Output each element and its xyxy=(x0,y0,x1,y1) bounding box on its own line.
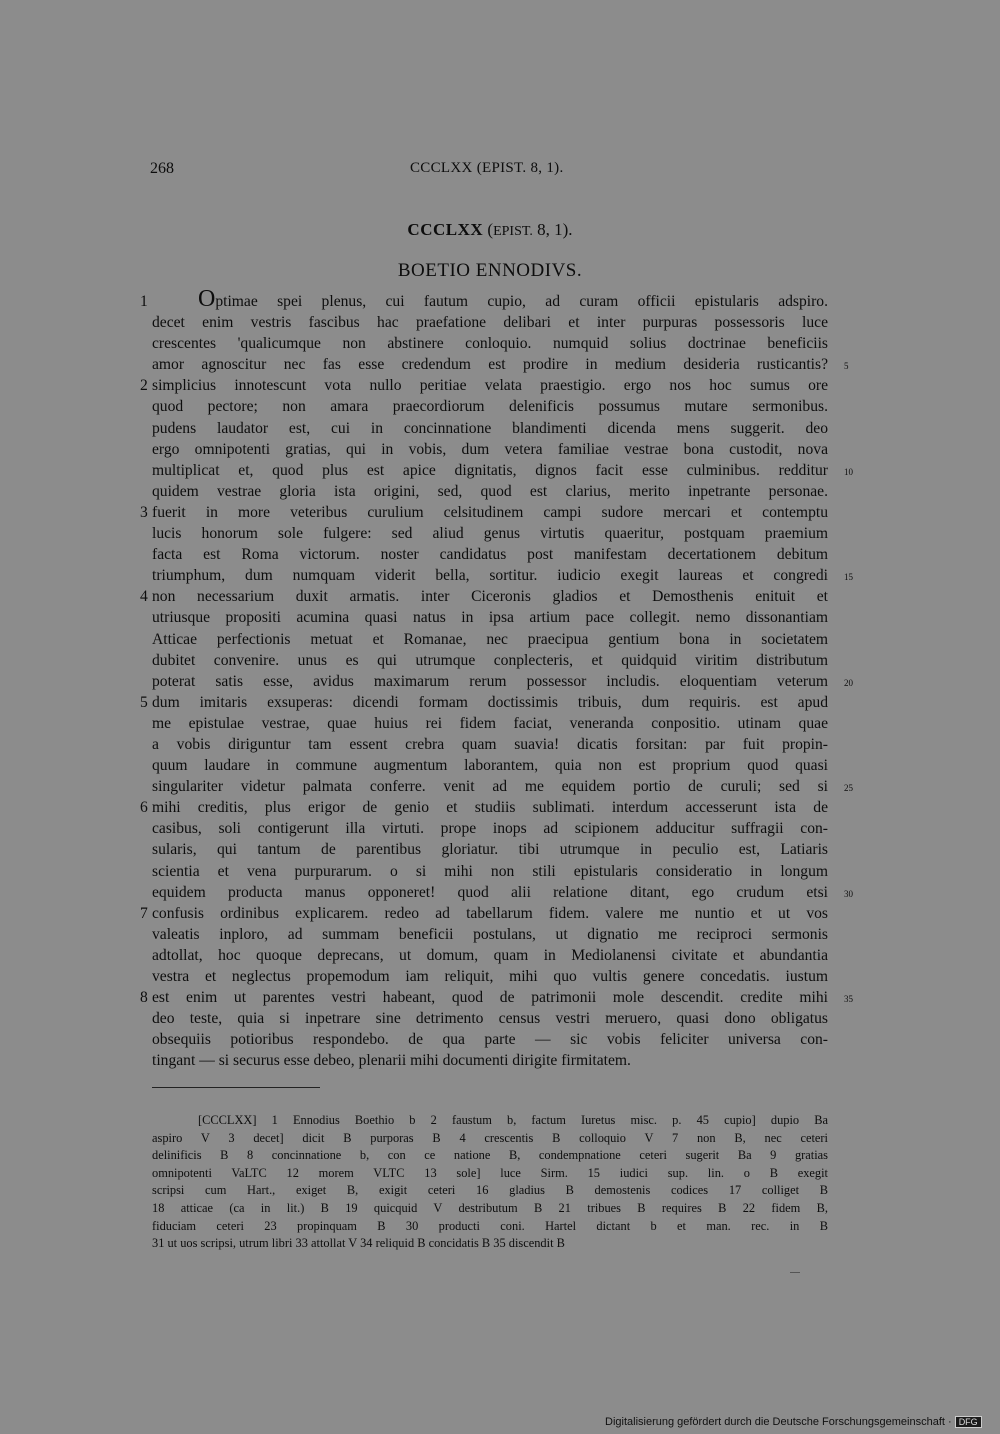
text-line xyxy=(152,354,849,375)
text-line xyxy=(140,903,828,924)
apparatus-line: 18 atticae (ca in lit.) B 19 quicquid V destributum B 21 tribues B requires B 22 fidem B, xyxy=(152,1200,828,1215)
line-text: quidem vestrae gloria ista origini, sed, quod est clarius, merito inpetrante personae. xyxy=(152,482,828,500)
text-line xyxy=(152,945,828,966)
text-line xyxy=(152,1050,828,1071)
apparatus-line: omnipotenti VaLTC 12 morem VLTC 13 sole] luce Sirm. 15 iudici sup. lin. o B exegit xyxy=(152,1165,828,1180)
critical-apparatus xyxy=(152,1112,828,1253)
text-line xyxy=(152,776,853,797)
line-text xyxy=(152,286,828,312)
text-line xyxy=(152,523,828,544)
line-text: singulariter videtur palmata conferre. venit ad me equidem portio de curuli; sed si xyxy=(152,778,828,796)
text-line xyxy=(152,671,853,692)
margin-line-number: 15 xyxy=(844,572,853,583)
line-text: triumphum, dum numquam viderit bella, sortitur. iudicio exegit laureas et congredi xyxy=(152,567,828,585)
line-text: valeatis inploro, ad summam beneficii postulans, ut dignatio me reciproci sermonis xyxy=(152,925,828,943)
text-line xyxy=(152,1008,828,1029)
apparatus-line: delinificis B 8 concinnatione b, con ce natione B, condempnatione ceteri sugerit Ba 9 gratias xyxy=(152,1148,828,1163)
text-line xyxy=(140,692,828,713)
margin-line-number: 10 xyxy=(844,466,853,477)
text-line xyxy=(140,987,853,1008)
heading-ref-rest: 8, 1). xyxy=(532,220,573,239)
line-text: vestra et neglectus propemodum iam reliquit, mihi quo vultis genere concedatis. iustum xyxy=(152,968,828,985)
line-text: amor agnoscitur nec fas esse credendum est prodire in medium desideria rusticantis? xyxy=(152,356,828,374)
letter-body xyxy=(140,286,853,1071)
line-text: adtollat, hoc quoque deprecans, ut domum, quam in Mediolanensi civitate et abundantia xyxy=(152,946,828,964)
paragraph-number: 4 xyxy=(140,588,148,606)
letter-number: CCCLXX xyxy=(407,220,484,239)
margin-line-number: 20 xyxy=(844,677,853,688)
heading-ref-epist: EPIST. xyxy=(493,224,533,239)
line-text: decet enim vestris fascibus hac praefatione delibari et inter purpuras possessoris luce xyxy=(152,314,828,332)
running-title: CCCLXX (EPIST. 8, 1). xyxy=(410,160,564,176)
text-line xyxy=(152,650,828,671)
line-text: crescentes 'qualicumque non abstinere conloquio. numquid solius doctrinae beneficiis xyxy=(152,335,828,353)
text-line xyxy=(152,565,853,586)
line-text: pudens laudator est, cui in concinnatione blandimenti dicenda mens suggerit. deo xyxy=(152,419,828,437)
line-text: scientia et vena purpurarum. o si mihi non stili epistularis consideratio in longum xyxy=(152,862,828,880)
text-line xyxy=(152,629,828,650)
paragraph-number: 3 xyxy=(140,503,148,521)
line-text: est enim ut parentes vestri habeant, quod de patrimonii mole descendit. credite mihi xyxy=(152,989,828,1007)
text-line xyxy=(152,713,828,734)
paragraph-number: 6 xyxy=(140,799,148,817)
page-number: 268 xyxy=(150,160,174,177)
digitization-credit xyxy=(605,1416,982,1428)
line-text: facta est Roma victorum. noster candidatus post manifestam decertationem debitum xyxy=(152,546,828,564)
line-text: dubitet convenire. unus es qui utrumque conplecteris, et quidquid viritim distributum xyxy=(152,651,828,669)
line-text: casibus, soli contigerunt illa virtuti. prope inops ad scipionem adducitur suffragii con- xyxy=(152,820,828,838)
text-line xyxy=(152,1029,828,1050)
margin-line-number: 35 xyxy=(844,994,853,1005)
text-line xyxy=(140,586,828,607)
text-line xyxy=(152,312,828,333)
text-line xyxy=(140,502,828,523)
running-head xyxy=(150,160,830,182)
line-text: ergo omnipotenti gratias, qui in vobis, dum vetera familiae vestrae bona custodit, nova xyxy=(152,440,828,458)
paragraph-number: 7 xyxy=(140,904,148,922)
page-mark xyxy=(790,1272,800,1273)
line-text: fuerit in more veteribus curulium celsitudinem campi sudore mercari et contemptu xyxy=(152,503,828,521)
text-line xyxy=(152,861,828,882)
line-text: a vobis diriguntur tam essent crebra quam suavia! dicatis forsitan: par fuit propin- xyxy=(152,735,828,753)
text-line xyxy=(152,882,853,903)
margin-line-number: 30 xyxy=(844,888,853,899)
paragraph-number: 2 xyxy=(140,377,148,395)
line-text-rest: ptimae spei plenus, cui fautum cupio, ad curam officii epistularis adspiro. xyxy=(215,293,828,310)
text-line xyxy=(152,544,828,565)
text-line xyxy=(140,797,828,818)
line-text: dum imitaris exsuperas: dicendi formam doctissimis tribuis, dum requiris. est apud xyxy=(152,693,828,711)
line-text: deo teste, quia si inpetrare sine detrimento census vestri meruero, quasi dono obligatus xyxy=(152,1010,828,1028)
line-text: equidem producta manus opponeret! quod alii relatione ditant, ego crudum etsi xyxy=(152,883,828,901)
text-line xyxy=(152,481,828,502)
text-line xyxy=(152,418,828,439)
text-line xyxy=(152,755,828,776)
paragraph-number: 8 xyxy=(140,989,148,1007)
line-text: tingant — si securus esse debeo, plenarii mihi documenti dirigite firmitatem. xyxy=(152,1052,631,1070)
line-text: sularis, qui tantum de parentibus gloriatur. tibi utrumque in peculio est, Latiaris xyxy=(152,841,828,859)
line-text: simplicius innotescunt vota nullo peritiae velata praestigio. ergo nos hoc sumus ore xyxy=(152,377,828,395)
paragraph-number: 5 xyxy=(140,693,148,711)
line-text: lucis honorum sole fulgere: sed aliud genus virtutis quaeritur, postquam praemium xyxy=(152,525,828,543)
margin-line-number: 25 xyxy=(844,783,853,794)
text-line xyxy=(152,924,828,945)
text-line xyxy=(152,839,828,860)
text-line xyxy=(152,818,828,839)
apparatus-line: 31 ut uos scripsi, utrum libri 33 attollat V 34 reliquid B concidatis B 35 discendit B xyxy=(152,1236,565,1251)
line-text: poterat satis esse, avidus maximarum rerum possessor includis. eloquentiam veterum xyxy=(152,672,828,690)
dfg-logo: DFG xyxy=(955,1416,982,1428)
apparatus-line: scripsi cum Hart., exiget B, exigit ceteri 16 gladius B demostenis codices 17 colliget B xyxy=(152,1183,828,1198)
initial-letter: O xyxy=(198,286,216,312)
paragraph-number: 1 xyxy=(140,293,148,310)
letter-address: BOETIO ENNODIVS. xyxy=(397,260,583,281)
line-text: obsequiis potioribus respondebo. de qua parte — sic vobis feliciter universa con- xyxy=(152,1031,828,1049)
text-line xyxy=(152,607,828,628)
text-line xyxy=(152,460,853,481)
credit-text: Digitalisierung gefördert durch die Deutsche Forschungsgemeinschaft · xyxy=(605,1416,952,1428)
text-line xyxy=(140,286,828,312)
line-text: quod pectore; non amara praecordiorum delenificis possumus mutare sermonibus. xyxy=(152,398,828,416)
text-line xyxy=(152,333,828,354)
line-text: me epistulae vestrae, quae huius rei fidem faciat, veneranda conpositio. utinam quae xyxy=(152,714,828,732)
apparatus-line: aspiro V 3 decet] dicit B purporas B 4 crescentis B colloquio V 7 non B, nec ceteri xyxy=(152,1130,828,1145)
text-line xyxy=(152,439,828,460)
footnote-rule xyxy=(152,1087,320,1088)
margin-line-number: 5 xyxy=(844,361,849,372)
line-text: multiplicat et, quod plus est apice dignitatis, dignos facit esse culminibus. redditur xyxy=(152,461,828,479)
line-text: non necessarium duxit armatis. inter Ciceronis gladios et Demosthenis enituit et xyxy=(152,588,828,606)
text-line xyxy=(152,396,828,417)
text-line xyxy=(152,734,828,755)
line-text: utriusque propositi acumina quasi natus in ipsa artium pace collegit. nemo dissonantiam xyxy=(152,609,828,627)
heading-ref-open: ( xyxy=(483,220,494,239)
text-line xyxy=(152,966,828,987)
line-text: mihi creditis, plus erigor de genio et studiis sublimati. interdum accesserunt ista de xyxy=(152,799,828,817)
line-text: Atticae perfectionis metuat et Romanae, nec praecipua gentium bona in societatem xyxy=(152,630,828,648)
apparatus-line: fiduciam ceteri 23 propinquam B 30 producti coni. Hartel dictant b et man. rec. in B xyxy=(152,1218,828,1233)
text-line xyxy=(140,375,828,396)
apparatus-line: [CCCLXX] 1 Ennodius Boethio b 2 faustum b, factum Iuretus misc. p. 45 cupio] dupio Ba xyxy=(198,1113,828,1127)
line-text: confusis ordinibus explicarem. redeo ad tabellarum fidem. valere me nuntio et ut vos xyxy=(152,904,828,922)
line-text: quum laudare in commune augmentum laborantem, quia non est proprium quod quasi xyxy=(152,757,828,775)
letter-heading xyxy=(150,220,830,240)
